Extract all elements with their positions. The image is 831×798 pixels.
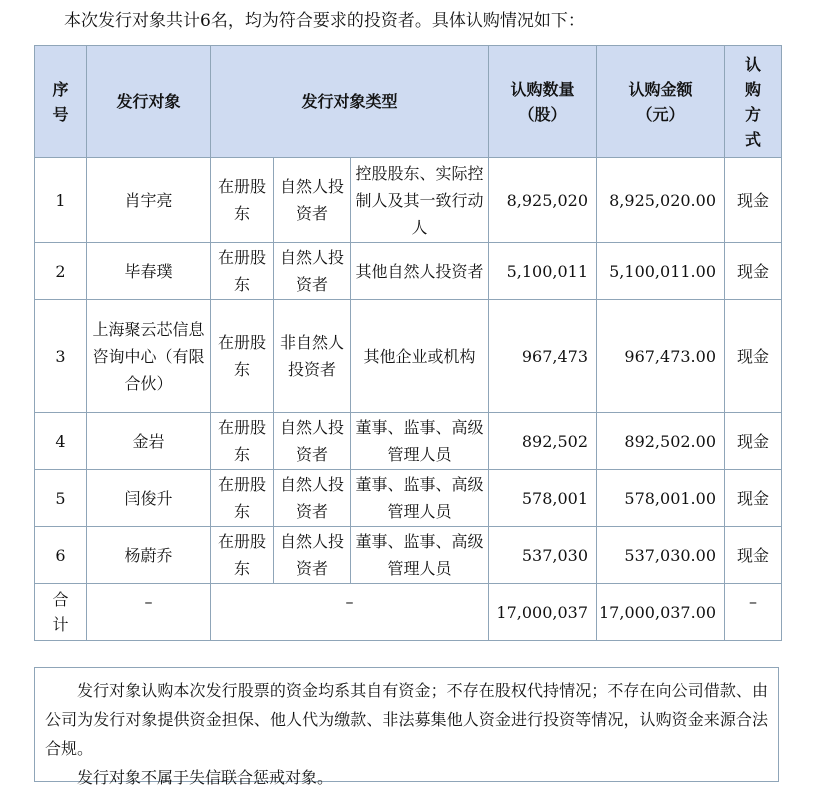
- row-type-b: 自然人投资者: [274, 527, 351, 584]
- table-row: [35, 527, 782, 584]
- row-type-a: 在册股东: [211, 470, 274, 527]
- row-qty: 967,473: [489, 300, 597, 413]
- row-type-c: 董事、监事、高级管理人员: [351, 527, 489, 584]
- header-type: 发行对象类型: [211, 46, 489, 158]
- row-amount: 967,473.00: [597, 300, 725, 413]
- row-type-b: 自然人投资者: [274, 413, 351, 470]
- row-name: 毕春璞: [87, 243, 211, 300]
- row-amount: 578,001.00: [597, 470, 725, 527]
- header-no: 序 号: [35, 46, 87, 158]
- row-type-b: 自然人投资者: [274, 158, 351, 243]
- table-row: [35, 413, 782, 470]
- row-no: 1: [35, 158, 87, 243]
- row-type-a: 在册股东: [211, 527, 274, 584]
- header-qty: 认购数量 （股）: [489, 46, 597, 158]
- row-no: 4: [35, 413, 87, 470]
- row-type-b: 自然人投资者: [274, 470, 351, 527]
- row-type-a: 在册股东: [211, 300, 274, 413]
- total-method: –: [725, 584, 782, 641]
- row-type-b: 非自然人投资者: [274, 300, 351, 413]
- note-paragraph-credit: 发行对象不属于失信联合惩戒对象。: [77, 768, 334, 787]
- row-qty: 537,030: [489, 527, 597, 584]
- row-type-a: 在册股东: [211, 243, 274, 300]
- note-paragraph-funds: 发行对象认购本次发行股票的资金均系其自有资金；不存在股权代持情况；不存在向公司借款、由公司为发行对象提供资金担保、他人代为缴款、非法募集他人资金进行投资等情况，认购资金来源合法合规。: [45, 681, 768, 758]
- total-label: 合 计: [35, 584, 87, 641]
- note-box: [34, 667, 779, 787]
- total-type: –: [211, 584, 489, 641]
- row-type-b: 自然人投资者: [274, 243, 351, 300]
- row-method: 现金: [725, 158, 782, 243]
- total-amount: 17,000,037.00: [597, 584, 725, 641]
- total-row: [35, 584, 782, 641]
- header-subject: 发行对象: [87, 46, 211, 158]
- row-type-c: 董事、监事、高级管理人员: [351, 413, 489, 470]
- row-name: 上海聚云芯信息咨询中心（有限合伙）: [87, 300, 211, 413]
- row-qty: 8,925,020: [489, 158, 597, 243]
- row-name: 肖宇亮: [87, 158, 211, 243]
- row-method: 现金: [725, 413, 782, 470]
- row-type-c: 其他企业或机构: [351, 300, 489, 413]
- row-qty: 578,001: [489, 470, 597, 527]
- row-type-c: 董事、监事、高级管理人员: [351, 470, 489, 527]
- row-type-c: 控股股东、实际控制人及其一致行动人: [351, 158, 489, 243]
- header-row: [35, 46, 782, 158]
- row-qty: 5,100,011: [489, 243, 597, 300]
- row-no: 5: [35, 470, 87, 527]
- table-row: [35, 470, 782, 527]
- row-amount: 537,030.00: [597, 527, 725, 584]
- table-row: [35, 158, 782, 243]
- row-type-c: 其他自然人投资者: [351, 243, 489, 300]
- total-qty: 17,000,037: [489, 584, 597, 641]
- row-method: 现金: [725, 470, 782, 527]
- row-method: 现金: [725, 243, 782, 300]
- row-type-a: 在册股东: [211, 413, 274, 470]
- row-name: 金岩: [87, 413, 211, 470]
- row-amount: 8,925,020.00: [597, 158, 725, 243]
- row-type-a: 在册股东: [211, 158, 274, 243]
- row-qty: 892,502: [489, 413, 597, 470]
- header-amount: 认购金额 （元）: [597, 46, 725, 158]
- row-no: 6: [35, 527, 87, 584]
- row-no: 3: [35, 300, 87, 413]
- subscription-table: [34, 45, 782, 641]
- row-amount: 5,100,011.00: [597, 243, 725, 300]
- row-method: 现金: [725, 527, 782, 584]
- table-row: [35, 300, 782, 413]
- intro-text: 本次发行对象共计6名，均为符合要求的投资者。具体认购情况如下：: [64, 11, 585, 31]
- row-name: 闫俊升: [87, 470, 211, 527]
- header-method: 认 购 方 式: [725, 46, 782, 158]
- total-name: –: [87, 584, 211, 641]
- row-method: 现金: [725, 300, 782, 413]
- row-name: 杨蔚乔: [87, 527, 211, 584]
- row-amount: 892,502.00: [597, 413, 725, 470]
- table-row: [35, 243, 782, 300]
- row-no: 2: [35, 243, 87, 300]
